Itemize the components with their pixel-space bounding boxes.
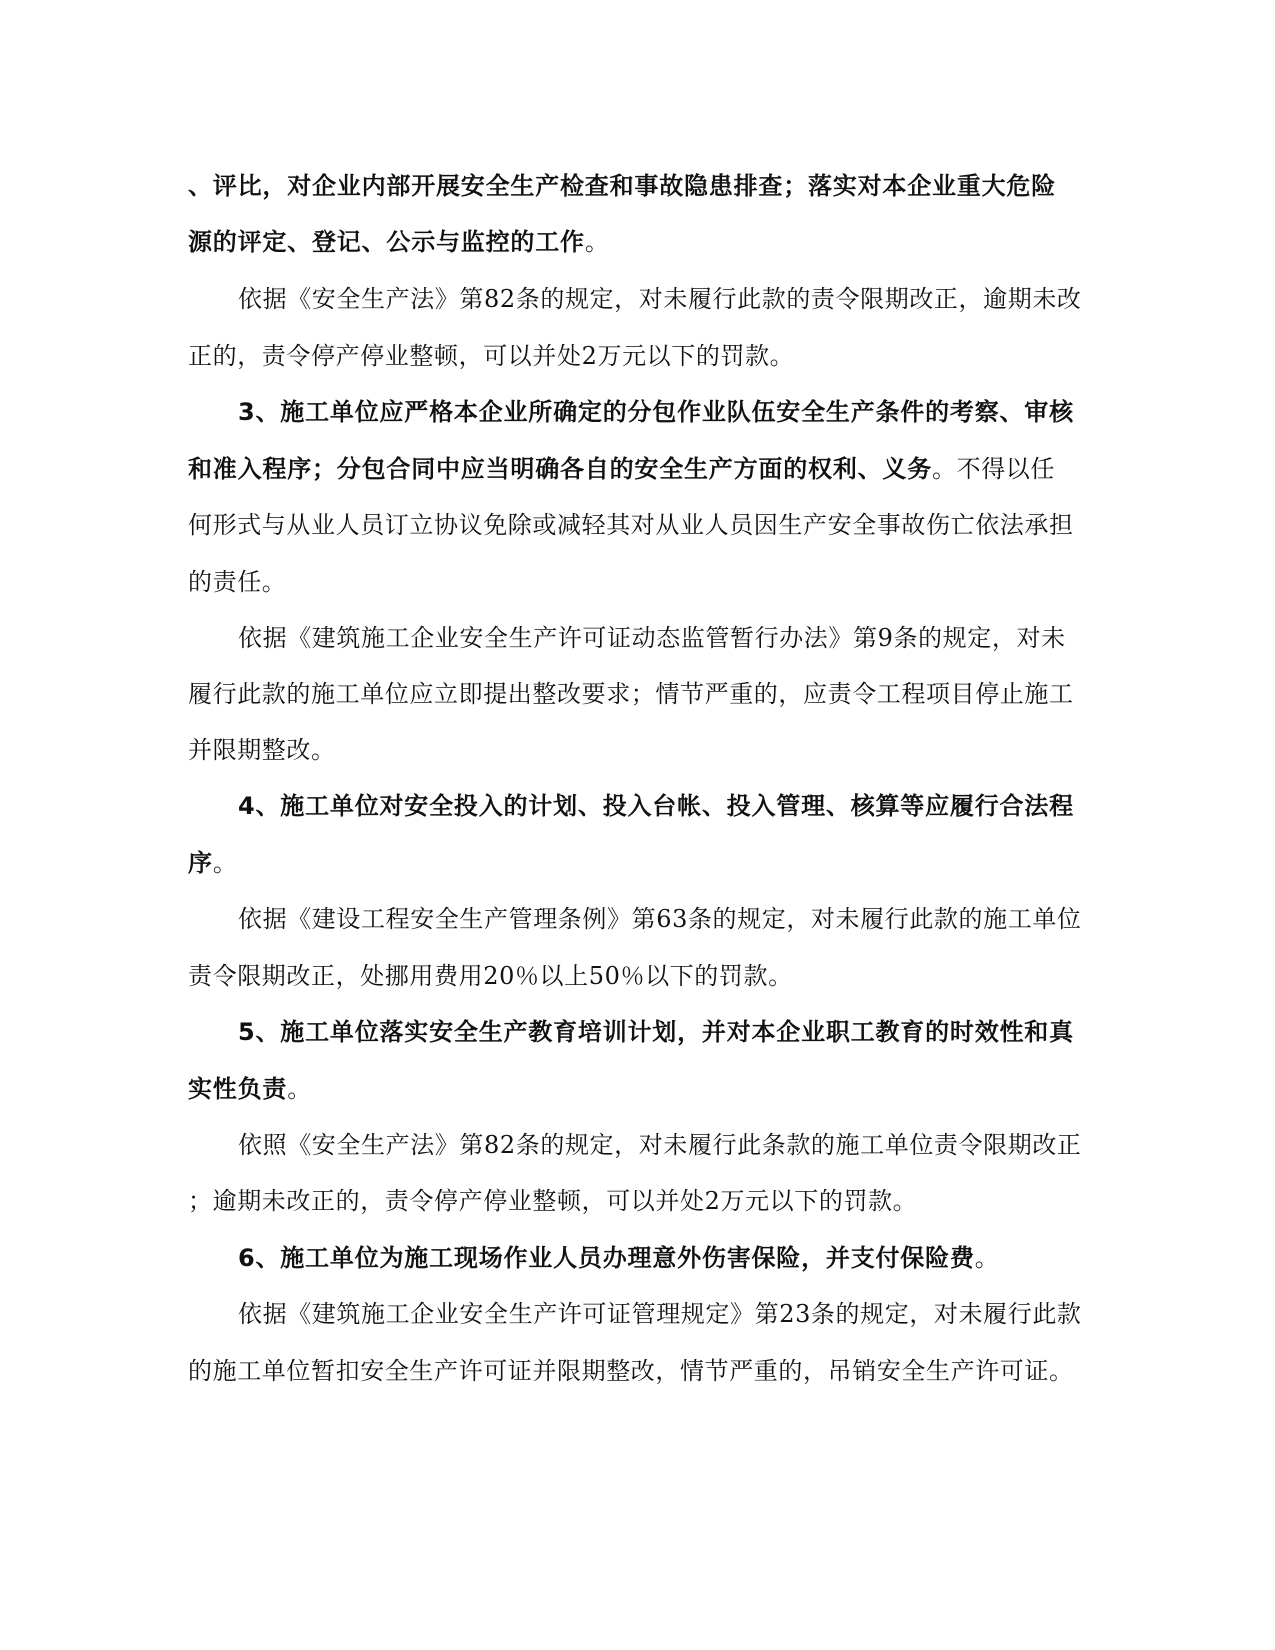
normal-text: 。 [974, 1244, 1000, 1272]
normal-text: 的施工单位暂扣安全生产许可证并限期整改，情节严重的，吊销安全生产许可证。 [188, 1357, 1074, 1385]
normal-text: 依据《建筑施工企业安全生产许可证动态监管暂行办法》第9条的规定，对未 [238, 624, 1066, 652]
normal-text: 正的，责令停产停业整顿，可以并处2万元以下的罚款。 [188, 342, 795, 370]
text-line [238, 392, 1138, 432]
normal-text: 。 [287, 1075, 312, 1103]
normal-text: ；逾期未改正的，责令停产停业整顿，可以并处2万元以下的罚款。 [188, 1187, 918, 1215]
text-line [238, 279, 1138, 319]
text-line [188, 166, 1088, 206]
normal-text: 依据《建筑施工企业安全生产许可证管理规定》第23条的规定，对未履行此款 [238, 1300, 1082, 1328]
text-line [238, 1238, 1138, 1278]
text-line [238, 1294, 1138, 1334]
bold-text: 3、施工单位应严格本企业所确定的分包作业队伍安全生产条件的考察、审核 [238, 398, 1074, 426]
text-line [188, 956, 1088, 996]
normal-text: 的责任。 [188, 568, 287, 596]
bold-text: 6、施工单位为施工现场作业人员办理意外伤害保险，并支付保险费 [238, 1244, 975, 1272]
text-line [188, 222, 1088, 262]
bold-text: 源的评定、登记、公示与监控的工作 [188, 228, 585, 256]
text-line [188, 562, 1088, 602]
text-line [188, 674, 1088, 714]
text-line [238, 786, 1138, 826]
bold-text: 序 [188, 849, 213, 877]
text-line [238, 1125, 1138, 1165]
normal-text: 责令限期改正，处挪用费用20％以上50％以下的罚款。 [188, 962, 793, 990]
normal-text: 依据《建设工程安全生产管理条例》第63条的规定，对未履行此款的施工单位 [238, 905, 1082, 933]
bold-text: 5、施工单位落实安全生产教育培训计划，并对本企业职工教育的时效性和真 [238, 1018, 1074, 1046]
bold-text: 和准入程序；分包合同中应当明确各自的安全生产方面的权利、义务 [188, 455, 932, 483]
normal-text: 何形式与从业人员订立协议免除或减轻其对从业人员因生产安全事故伤亡依法承担 [188, 511, 1074, 539]
bold-text: 实性负责 [188, 1075, 288, 1103]
text-line [238, 1012, 1138, 1052]
bold-text: 4、施工单位对安全投入的计划、投入台帐、投入管理、核算等应履行合法程 [238, 792, 1074, 820]
text-line [188, 843, 1088, 883]
text-line [238, 899, 1138, 939]
normal-text: 并限期整改。 [188, 736, 336, 764]
text-line [188, 1351, 1088, 1391]
normal-text: 。不得以任 [932, 455, 1055, 483]
text-line [188, 336, 1088, 376]
text-line [188, 730, 1088, 770]
text-line [188, 1069, 1088, 1109]
text-line [188, 1181, 1088, 1221]
text-line [188, 449, 1088, 489]
bold-text: 、评比，对企业内部开展安全生产检查和事故隐患排查；落实对本企业重大危险 [188, 172, 1056, 200]
normal-text: 依据《安全生产法》第82条的规定，对未履行此款的责令限期改正，逾期未改 [238, 285, 1082, 313]
text-line [188, 505, 1088, 545]
normal-text: 依照《安全生产法》第82条的规定，对未履行此条款的施工单位责令限期改正 [238, 1131, 1082, 1159]
normal-text: 。 [584, 228, 610, 256]
normal-text: 履行此款的施工单位应立即提出整改要求；情节严重的，应责令工程项目停止施工 [188, 680, 1074, 708]
normal-text: 。 [212, 849, 238, 877]
text-line [238, 618, 1138, 658]
